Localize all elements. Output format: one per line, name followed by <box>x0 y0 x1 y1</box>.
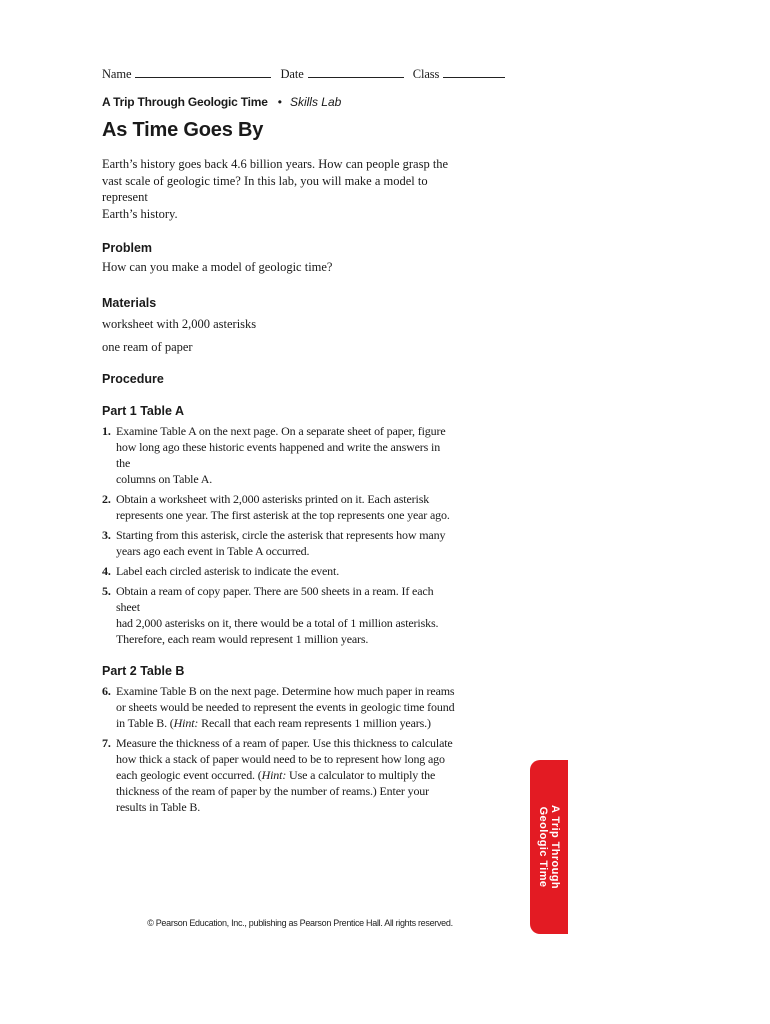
step-number: 4. <box>102 563 111 578</box>
hint-label: Hint: <box>261 767 287 782</box>
part1-heading: Part 1 Table A <box>102 403 184 418</box>
step-3 <box>102 527 457 559</box>
step-line: Therefore, each ream would represent 1 million years. <box>116 631 369 646</box>
part1-steps <box>102 423 457 647</box>
step-line: Obtain a worksheet with 2,000 asterisks printed on it. Each asterisk <box>116 491 430 506</box>
procedure-heading: Procedure <box>102 371 164 386</box>
step-4 <box>102 563 457 579</box>
step-line: columns on Table A. <box>116 471 213 486</box>
intro-line: Earth’s history goes back 4.6 billion years. How can people grasp the <box>102 157 449 171</box>
name-label: Name <box>102 67 132 81</box>
step-7 <box>102 735 457 815</box>
step-5 <box>102 583 457 647</box>
side-tab-label <box>537 805 561 889</box>
step-line: how thick a stack of paper would need to be to represent how long ago <box>116 751 445 766</box>
part2-heading: Part 2 Table B <box>102 663 185 678</box>
step-line: represents one year. The first asterisk at the top represents one year ago. <box>116 507 450 522</box>
step-1 <box>102 423 457 487</box>
part2-steps <box>102 683 457 815</box>
step-text: Recall that each ream represents 1 million years.) <box>198 715 431 730</box>
lab-type: Skills Lab <box>289 95 342 109</box>
step-line: how long ago these historic events happened and write the answers in the <box>116 439 441 470</box>
step-number: 3. <box>102 527 111 542</box>
step-line: results in Table B. <box>116 799 201 814</box>
step-line: Starting from this asterisk, circle the asterisk that represents how many <box>116 527 446 542</box>
step-line: or sheets would be needed to represent the events in geologic time found <box>116 699 455 714</box>
step-line: Label each circled asterisk to indicate the event. <box>116 563 340 578</box>
step-number: 2. <box>102 491 111 506</box>
chapter-title: A Trip Through Geologic Time <box>102 95 268 109</box>
material-item: worksheet with 2,000 asterisks <box>102 316 257 331</box>
material-item: one ream of paper <box>102 340 193 354</box>
lab-content <box>102 156 457 815</box>
step-number: 7. <box>102 735 111 750</box>
page-title: As Time Goes By <box>102 119 264 141</box>
intro-line: vast scale of geologic time? In this lab, you will make a model to represent <box>102 173 428 204</box>
step-line: thickness of the ream of paper by the number of reams.) Enter your <box>116 783 429 798</box>
step-text: Use a calculator to multiply the <box>286 767 436 782</box>
step-number: 1. <box>102 423 111 438</box>
bullet-separator: • <box>277 95 282 109</box>
step-number: 6. <box>102 683 111 698</box>
chapter-line <box>102 95 341 109</box>
date-field[interactable] <box>308 66 404 78</box>
step-line: years ago each event in Table A occurred. <box>116 543 310 558</box>
copyright-footer: © Pearson Education, Inc., publishing as Pearson Prentice Hall. All rights reserved. <box>147 918 453 928</box>
side-tab-line: A Trip Through <box>549 804 561 890</box>
step-6 <box>102 683 457 731</box>
chapter-side-tab <box>530 760 568 934</box>
date-label: Date <box>280 67 304 81</box>
problem-heading: Problem <box>102 241 153 255</box>
step-line: Measure the thickness of a ream of paper. Use this thickness to calculate <box>116 735 453 750</box>
class-label: Class <box>412 67 440 81</box>
step-line: Examine Table B on the next page. Determine how much paper in reams <box>116 683 455 698</box>
intro-paragraph <box>102 156 457 222</box>
step-number: 5. <box>102 583 111 598</box>
step-text: each geologic event occurred. ( <box>116 767 262 782</box>
step-line: Obtain a ream of copy paper. There are 500 sheets in a ream. If each sheet <box>116 583 434 614</box>
problem-text: How can you make a model of geologic time? <box>102 260 333 274</box>
step-2 <box>102 491 457 523</box>
hint-label: Hint: <box>173 715 199 730</box>
side-tab-line: Geologic Time <box>537 806 549 888</box>
intro-line: Earth’s history. <box>102 206 178 221</box>
student-info-line <box>102 66 502 82</box>
step-line: Examine Table A on the next page. On a separate sheet of paper, figure <box>116 423 446 438</box>
class-field[interactable] <box>443 66 505 78</box>
step-text: in Table B. ( <box>116 715 174 730</box>
name-field[interactable] <box>135 66 271 78</box>
step-line: had 2,000 asterisks on it, there would be a total of 1 million asterisks. <box>116 615 439 630</box>
materials-heading: Materials <box>102 295 157 310</box>
